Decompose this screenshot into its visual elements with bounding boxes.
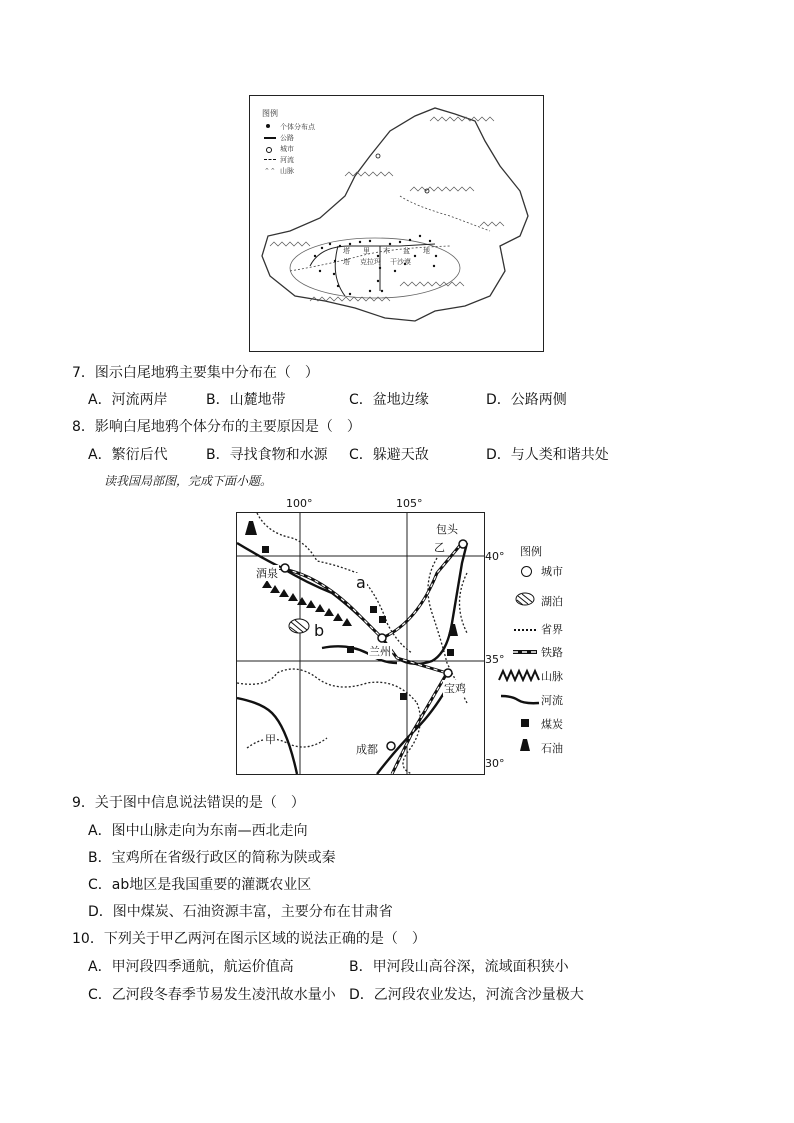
- region-label-7: 干沙漠: [390, 258, 411, 266]
- province-border-icon: [514, 629, 536, 631]
- region-label-2: 木: [383, 247, 390, 255]
- river-line-icon: [264, 159, 276, 160]
- map2-legend-oil: 石油: [541, 742, 563, 755]
- q9-option-c: C．ab地区是我国重要的灌溉农业区: [88, 877, 312, 893]
- map1-legend-title: 图例: [262, 109, 278, 118]
- road-line-icon: [264, 137, 276, 139]
- map1-legend-label-1: 公路: [280, 134, 294, 142]
- q8-option-c: C．躲避天敌: [349, 447, 429, 463]
- lat-label-30: 30°: [485, 757, 505, 770]
- question-9: 9．关于图中信息说法错误的是（ ）: [72, 795, 305, 811]
- map1-legend-label-0: 个体分布点: [280, 123, 315, 131]
- q10-option-d: D．乙河段农业发达，河流含沙量极大: [349, 987, 584, 1003]
- question-10: 10．下列关于甲乙两河在图示区域的说法正确的是（ ）: [72, 931, 426, 947]
- q10-option-a: A．甲河段四季通航，航运价值高: [88, 959, 294, 975]
- region-label-5: 塔: [343, 258, 350, 266]
- city-label-baoji: 宝鸡: [444, 682, 466, 695]
- q8-option-d: D．与人类和谐共处: [486, 447, 609, 463]
- q9-option-d: D．图中煤炭、石油资源丰富，主要分布在甘肃省: [88, 904, 393, 920]
- coal-icon: [521, 719, 529, 727]
- q9-option-a: A．图中山脉走向为东南—西北走向: [88, 823, 308, 839]
- city-label-jiuquan: 酒泉: [256, 567, 278, 580]
- xinjiang-map: [249, 95, 544, 352]
- lon-label-105: 105°: [396, 497, 423, 510]
- map2-legend-mountain: 山脉: [541, 670, 563, 683]
- map2-legend-city: 城市: [541, 565, 563, 578]
- mountain-icon: [498, 668, 540, 682]
- area-label-b: b: [314, 621, 325, 640]
- region-label-0: 塔: [343, 247, 350, 255]
- q7-option-c: C．盆地边缘: [349, 392, 429, 408]
- lake-icon: [514, 591, 536, 607]
- lat-label-40: 40°: [485, 550, 505, 563]
- q8-option-a: A．繁衍后代: [88, 447, 168, 463]
- city-circle-icon: [521, 566, 532, 577]
- region-label-1: 里: [363, 247, 370, 255]
- map2-legend-title: 图例: [520, 545, 542, 558]
- lat-label-35: 35°: [485, 653, 505, 666]
- q7-option-b: B．山麓地带: [206, 392, 286, 408]
- area-label-a: a: [356, 573, 366, 592]
- oil-icon: [519, 738, 531, 752]
- q7-option-a: A．河流两岸: [88, 392, 168, 408]
- river-label-yi: 乙: [434, 541, 445, 554]
- dot-icon: [266, 124, 270, 128]
- map2-intro: 读我国局部图，完成下面小题。: [104, 474, 273, 488]
- q10-option-c: C．乙河段冬春季节易发生凌汛故水量小: [88, 987, 336, 1003]
- northwest-china-map: [236, 512, 485, 775]
- q9-option-b: B．宝鸡所在省级行政区的简称为陕或秦: [88, 850, 336, 866]
- q8-option-b: B．寻找食物和水源: [206, 447, 328, 463]
- q7-option-d: D．公路两侧: [486, 392, 567, 408]
- city-label-baotou: 包头: [436, 523, 458, 536]
- mountain-icon: ⌃⌃: [264, 167, 276, 175]
- question-8: 8．影响白尾地鸦个体分布的主要原因是（ ）: [72, 419, 361, 435]
- railway-icon: [512, 648, 538, 656]
- lon-label-100: 100°: [286, 497, 313, 510]
- map1-legend-label-2: 城市: [280, 145, 294, 153]
- river-label-jia: 甲: [265, 733, 276, 746]
- city-icon: [266, 147, 272, 153]
- map2-legend-border: 省界: [541, 623, 563, 636]
- question-7: 7．图示白尾地鸦主要集中分布在（ ）: [72, 365, 319, 381]
- region-label-4: 地: [423, 247, 430, 255]
- map2-legend-river: 河流: [541, 694, 563, 707]
- map2-legend-lake: 湖泊: [541, 595, 563, 608]
- river-icon: [500, 692, 540, 706]
- map2-legend-railway: 铁路: [541, 646, 563, 659]
- map2-legend-coal: 煤炭: [541, 718, 563, 731]
- city-label-lanzhou: 兰州: [369, 645, 391, 658]
- region-label-6: 克拉玛: [360, 258, 381, 266]
- map1-legend-label-3: 河流: [280, 156, 294, 164]
- q10-option-b: B．甲河段山高谷深，流域面积狭小: [349, 959, 569, 975]
- region-label-3: 盆: [403, 247, 410, 255]
- map1-legend-label-4: 山脉: [280, 167, 294, 175]
- city-label-chengdu: 成都: [356, 743, 378, 756]
